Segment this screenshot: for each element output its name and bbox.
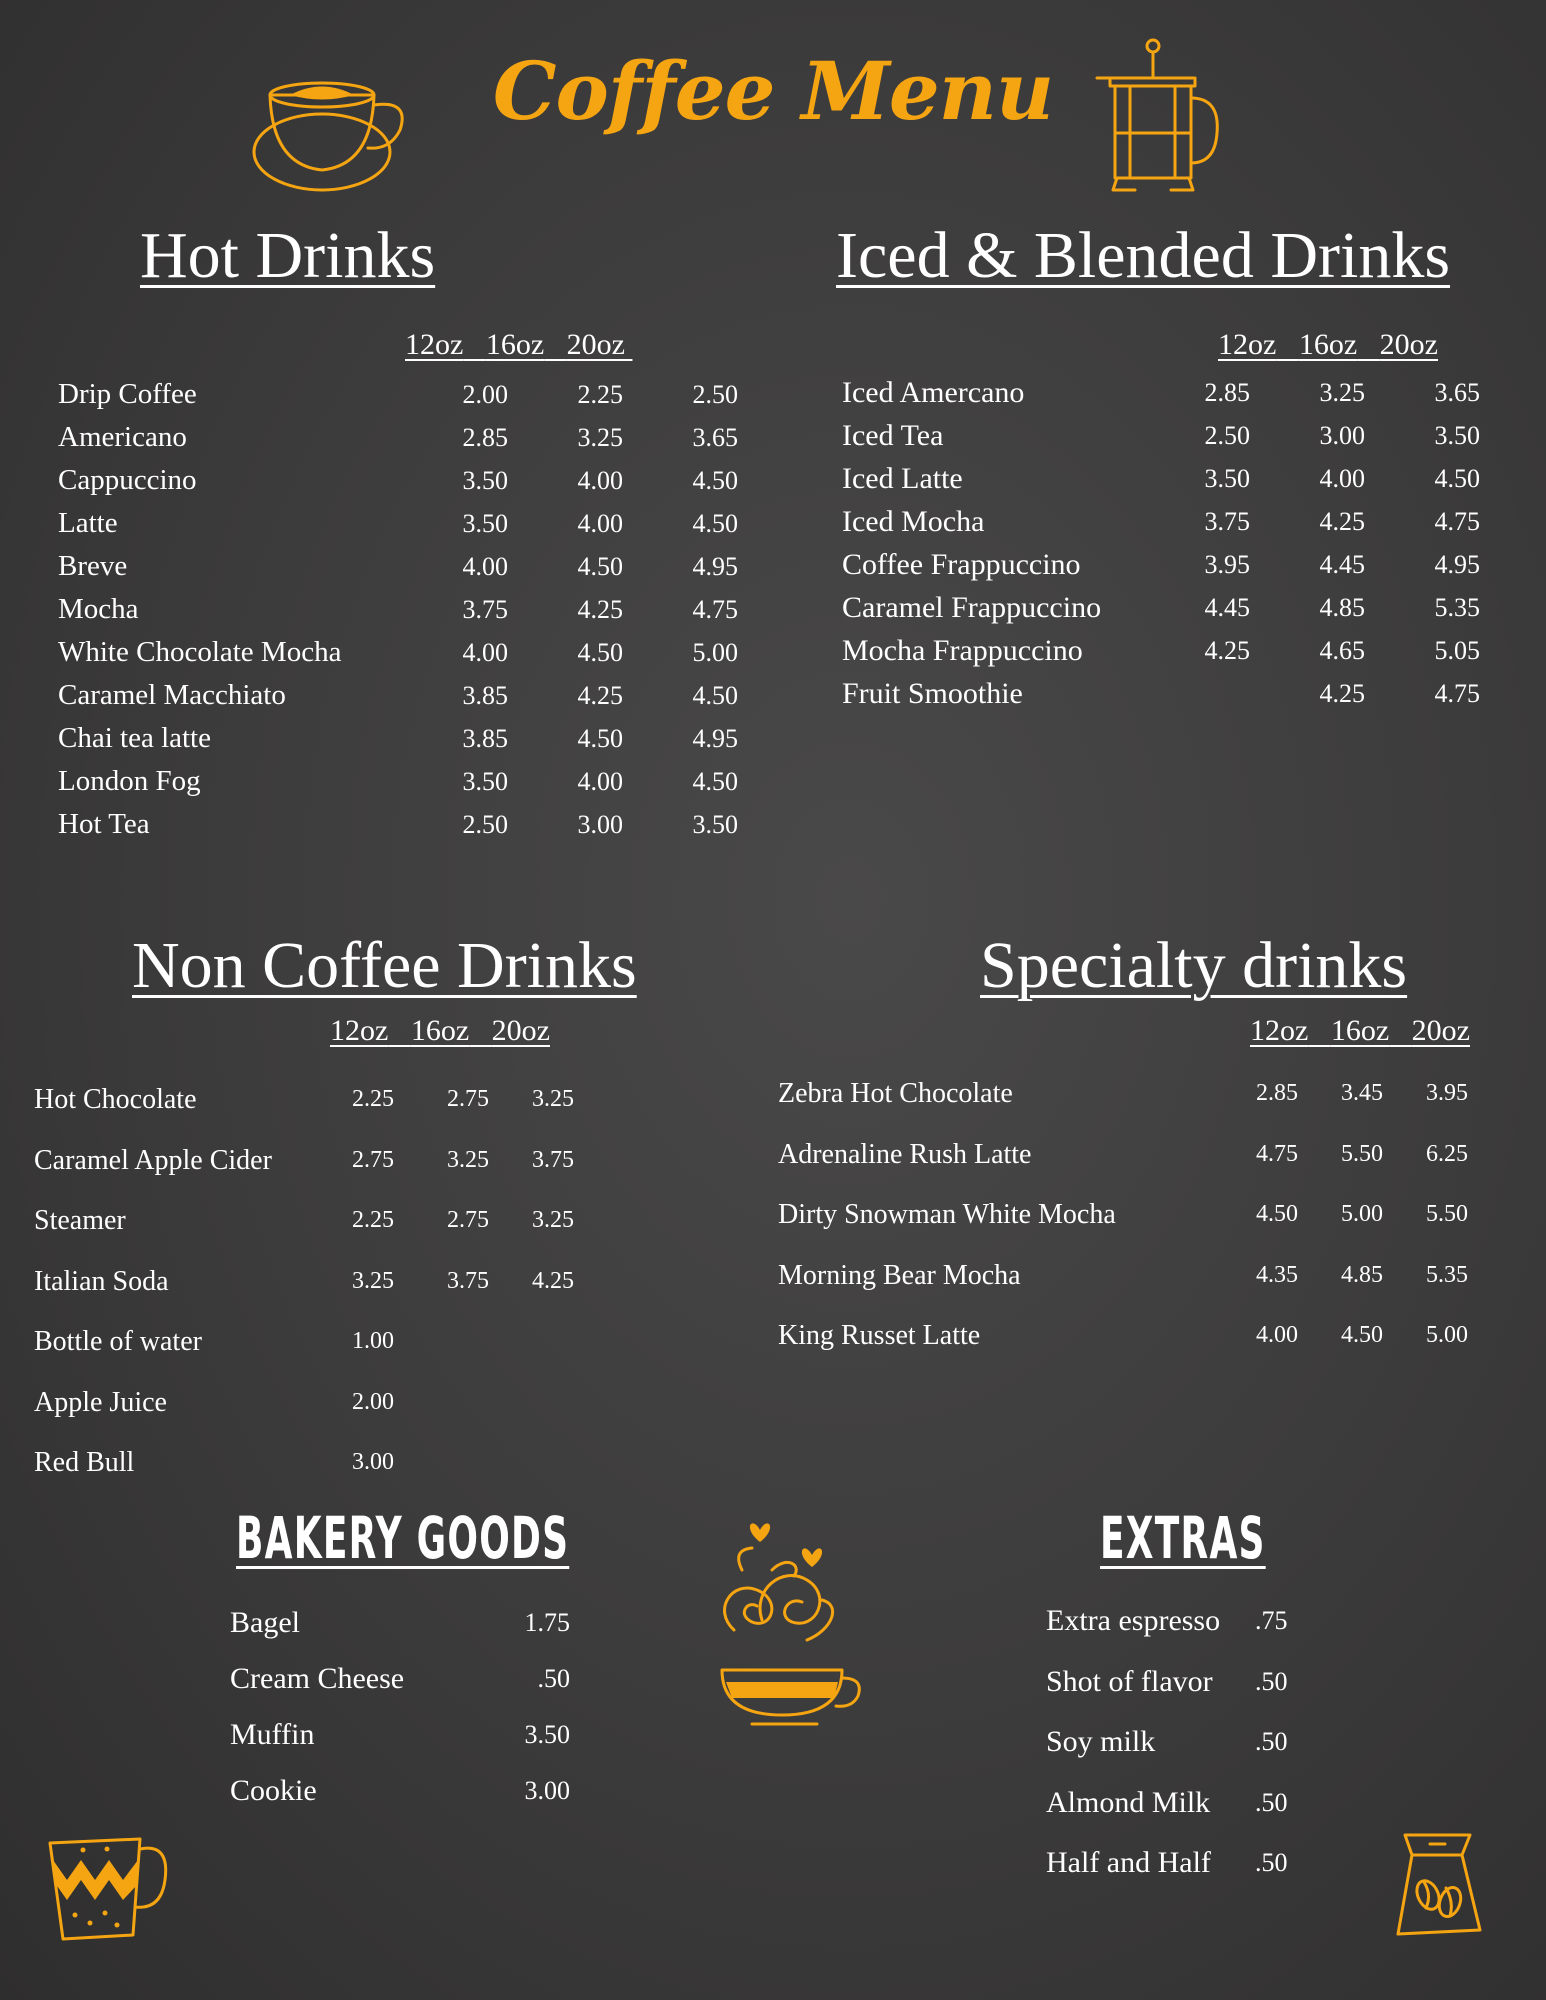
iced-drinks-list bbox=[842, 376, 1532, 716]
item-name: Cream Cheese bbox=[230, 1662, 405, 1695]
menu-row bbox=[230, 1606, 580, 1646]
menu-row bbox=[230, 1662, 580, 1702]
menu-row bbox=[58, 808, 758, 848]
item-name: Iced Latte bbox=[842, 462, 963, 495]
item-price: 5.00 bbox=[1426, 1322, 1468, 1348]
item-price: 3.00 bbox=[524, 1776, 570, 1805]
item-price: .50 bbox=[1255, 1787, 1288, 1817]
item-price: 5.50 bbox=[1341, 1140, 1383, 1167]
menu-row bbox=[1046, 1665, 1346, 1705]
menu-row bbox=[230, 1718, 580, 1758]
item-name: Hot Tea bbox=[58, 808, 150, 840]
item-price: 3.00 bbox=[352, 1449, 394, 1475]
extras-title: EXTRAS bbox=[1100, 1504, 1266, 1572]
item-price: 4.50 bbox=[1341, 1322, 1383, 1348]
item-price: 4.25 bbox=[1319, 507, 1365, 536]
item-price: 4.50 bbox=[1256, 1201, 1298, 1227]
item-name: Iced Mocha bbox=[842, 505, 985, 538]
non-coffee-sizes-header: 12oz 16oz 20oz bbox=[330, 1014, 550, 1047]
item-name: Bottle of water bbox=[34, 1326, 202, 1357]
item-name: Hot Chocolate bbox=[34, 1084, 197, 1115]
item-name: London Fog bbox=[58, 765, 201, 797]
item-price: 4.50 bbox=[577, 638, 623, 667]
menu-row bbox=[842, 677, 1532, 717]
specialty-title: Specialty drinks bbox=[980, 929, 1408, 1002]
item-price: 3.25 bbox=[447, 1146, 489, 1173]
item-name: Caramel Macchiato bbox=[58, 679, 286, 711]
item-price: 4.00 bbox=[577, 767, 623, 796]
item-name: Dirty Snowman White Mocha bbox=[778, 1199, 1116, 1230]
item-price: 3.65 bbox=[1434, 378, 1480, 407]
item-price: 4.25 bbox=[1319, 679, 1365, 708]
menu-row bbox=[778, 1139, 1518, 1179]
menu-row bbox=[778, 1260, 1518, 1300]
item-price: .75 bbox=[1255, 1606, 1288, 1635]
menu-row bbox=[778, 1078, 1518, 1118]
item-price: 3.50 bbox=[1434, 421, 1480, 450]
menu-row bbox=[778, 1320, 1518, 1360]
menu-row bbox=[1046, 1786, 1346, 1826]
item-price: 5.35 bbox=[1434, 593, 1480, 622]
item-price: 3.25 bbox=[532, 1086, 574, 1112]
item-name: Half and Half bbox=[1046, 1846, 1211, 1879]
item-price: 4.85 bbox=[1319, 593, 1365, 622]
item-price: 4.00 bbox=[577, 509, 623, 538]
item-price: 4.50 bbox=[692, 509, 738, 538]
menu-row bbox=[842, 634, 1532, 674]
item-name: Mocha bbox=[58, 593, 139, 625]
item-price: .50 bbox=[1255, 1848, 1288, 1877]
extras-list bbox=[1046, 1604, 1346, 1904]
item-price: 3.50 bbox=[462, 509, 508, 538]
item-name: Bagel bbox=[230, 1606, 300, 1639]
item-price: 3.00 bbox=[1319, 421, 1365, 450]
item-name: Shot of flavor bbox=[1046, 1664, 1213, 1698]
item-price: 3.50 bbox=[524, 1720, 570, 1749]
item-name: Mocha Frappuccino bbox=[842, 634, 1083, 667]
item-price: 5.00 bbox=[692, 638, 738, 667]
bakery-title: BAKERY GOODS bbox=[236, 1504, 570, 1572]
mug-icon bbox=[45, 1835, 170, 1945]
menu-row bbox=[34, 1084, 594, 1124]
item-price: 4.50 bbox=[577, 552, 623, 581]
menu-row bbox=[34, 1145, 594, 1185]
menu-row bbox=[58, 765, 758, 805]
menu-row bbox=[58, 679, 758, 719]
menu-row bbox=[1046, 1604, 1346, 1644]
item-price: 4.35 bbox=[1256, 1261, 1298, 1288]
item-price: .50 bbox=[1255, 1727, 1288, 1756]
item-name: Caramel Apple Cider bbox=[34, 1144, 272, 1176]
iced-drinks-title: Iced & Blended Drinks bbox=[836, 219, 1451, 292]
item-price: 3.95 bbox=[1204, 550, 1250, 579]
item-price: 4.95 bbox=[692, 724, 738, 753]
item-price: 3.45 bbox=[1341, 1080, 1383, 1106]
item-price: 4.45 bbox=[1319, 550, 1365, 579]
menu-row bbox=[58, 636, 758, 676]
item-price: 1.00 bbox=[352, 1328, 394, 1354]
item-price: 5.35 bbox=[1426, 1261, 1468, 1288]
item-price: 3.75 bbox=[1204, 507, 1250, 536]
item-price: 2.85 bbox=[1256, 1080, 1298, 1106]
item-price: 3.25 bbox=[532, 1207, 574, 1233]
menu-row bbox=[34, 1447, 594, 1487]
item-price: 4.50 bbox=[692, 681, 738, 710]
item-name: Caramel Frappuccino bbox=[842, 591, 1102, 624]
item-price: 4.75 bbox=[1256, 1140, 1298, 1167]
specialty-list bbox=[778, 1078, 1518, 1378]
item-price: 4.25 bbox=[577, 595, 623, 624]
item-name: White Chocolate Mocha bbox=[58, 636, 342, 668]
item-name: Muffin bbox=[230, 1718, 315, 1751]
item-price: 4.50 bbox=[692, 466, 738, 495]
menu-row bbox=[34, 1326, 594, 1366]
item-price: 2.85 bbox=[462, 423, 508, 452]
menu-row bbox=[58, 593, 758, 633]
menu-row bbox=[58, 421, 758, 461]
item-price: 4.25 bbox=[1204, 636, 1250, 665]
item-name: Iced Amercano bbox=[842, 376, 1025, 409]
menu-row bbox=[58, 550, 758, 590]
item-name: Breve bbox=[58, 550, 128, 582]
item-price: 5.05 bbox=[1434, 636, 1480, 665]
item-price: 3.95 bbox=[1426, 1080, 1468, 1106]
item-price: 3.65 bbox=[692, 423, 738, 452]
item-name: Americano bbox=[58, 421, 187, 453]
item-price: 4.50 bbox=[692, 767, 738, 796]
item-price: 3.75 bbox=[532, 1146, 574, 1173]
non-coffee-title: Non Coffee Drinks bbox=[132, 929, 637, 1002]
item-price: 1.75 bbox=[524, 1608, 570, 1637]
item-price: 3.50 bbox=[462, 767, 508, 796]
menu-row bbox=[1046, 1846, 1346, 1886]
menu-row bbox=[1046, 1725, 1346, 1765]
item-price: 5.50 bbox=[1426, 1201, 1468, 1227]
item-price: 4.95 bbox=[692, 552, 738, 581]
item-name: Italian Soda bbox=[34, 1265, 169, 1297]
item-price: 6.25 bbox=[1426, 1140, 1468, 1167]
menu-row bbox=[34, 1205, 594, 1245]
item-price: 2.75 bbox=[447, 1086, 489, 1112]
bakery-list bbox=[230, 1606, 580, 1836]
item-price: .50 bbox=[1255, 1666, 1288, 1696]
item-price: 2.50 bbox=[462, 810, 508, 839]
item-price: 4.50 bbox=[577, 724, 623, 753]
page-title: Coffee Menu bbox=[492, 44, 1054, 138]
hot-sizes-header: 12oz 16oz 20oz bbox=[405, 328, 625, 361]
item-price: 4.00 bbox=[462, 638, 508, 667]
item-price: 4.95 bbox=[1434, 550, 1480, 579]
item-price: 4.85 bbox=[1341, 1261, 1383, 1288]
menu-row bbox=[58, 507, 758, 547]
menu-row bbox=[778, 1199, 1518, 1239]
menu-row bbox=[58, 722, 758, 762]
hot-drinks-list bbox=[58, 378, 758, 848]
item-name: Cookie bbox=[230, 1774, 317, 1807]
item-price: 4.45 bbox=[1204, 593, 1250, 622]
menu-row bbox=[58, 464, 758, 504]
non-coffee-list bbox=[34, 1084, 594, 1484]
item-price: 2.25 bbox=[352, 1207, 394, 1233]
item-name: Fruit Smoothie bbox=[842, 677, 1023, 710]
item-price: 2.85 bbox=[1204, 378, 1250, 407]
item-name: Chai tea latte bbox=[58, 722, 211, 754]
item-price: 4.00 bbox=[1319, 464, 1365, 493]
item-price: 3.50 bbox=[462, 466, 508, 495]
item-price: 3.85 bbox=[462, 681, 508, 710]
coffee-cup-icon bbox=[250, 70, 410, 200]
item-price: 2.75 bbox=[447, 1207, 489, 1233]
hot-drinks-title: Hot Drinks bbox=[140, 219, 436, 292]
item-price: 3.25 bbox=[577, 423, 623, 452]
french-press-icon bbox=[1095, 38, 1225, 198]
menu-row bbox=[58, 378, 758, 418]
item-name: Red Bull bbox=[34, 1447, 135, 1478]
item-price: 2.00 bbox=[462, 380, 508, 409]
item-price: 3.50 bbox=[692, 810, 738, 839]
item-price: .50 bbox=[537, 1664, 570, 1693]
menu-row bbox=[34, 1387, 594, 1427]
menu-row bbox=[842, 376, 1532, 416]
item-price: 4.25 bbox=[532, 1267, 574, 1294]
item-name: Adrenaline Rush Latte bbox=[778, 1138, 1032, 1170]
menu-row bbox=[842, 548, 1532, 588]
menu-row bbox=[34, 1266, 594, 1306]
coffee-bag-icon bbox=[1390, 1830, 1490, 1940]
item-name: Latte bbox=[58, 507, 118, 539]
menu-row bbox=[842, 505, 1532, 545]
menu-row bbox=[842, 591, 1532, 631]
item-name: Zebra Hot Chocolate bbox=[778, 1078, 1013, 1109]
item-price: 2.25 bbox=[352, 1086, 394, 1112]
item-price: 4.00 bbox=[1256, 1322, 1298, 1348]
item-price: 3.75 bbox=[462, 595, 508, 624]
item-name: Steamer bbox=[34, 1205, 126, 1236]
item-price: 3.25 bbox=[1319, 378, 1365, 407]
item-price: 3.50 bbox=[1204, 464, 1250, 493]
item-price: 2.25 bbox=[577, 380, 623, 409]
specialty-sizes-header: 12oz 16oz 20oz bbox=[1250, 1014, 1470, 1047]
item-price: 4.50 bbox=[1434, 464, 1480, 493]
item-price: 2.50 bbox=[1204, 421, 1250, 450]
item-name: Drip Coffee bbox=[58, 378, 197, 410]
item-price: 4.75 bbox=[692, 595, 738, 624]
item-price: 4.75 bbox=[1434, 507, 1480, 536]
menu-row bbox=[842, 419, 1532, 459]
menu-row bbox=[842, 462, 1532, 502]
item-price: 2.50 bbox=[692, 380, 738, 409]
item-price: 4.65 bbox=[1319, 636, 1365, 665]
item-name: Almond Milk bbox=[1046, 1785, 1211, 1819]
item-name: Cappuccino bbox=[58, 464, 197, 496]
menu-row bbox=[230, 1774, 580, 1814]
item-price: 3.75 bbox=[447, 1267, 489, 1294]
item-price: 3.85 bbox=[462, 724, 508, 753]
item-name: Morning Bear Mocha bbox=[778, 1259, 1021, 1291]
item-name: Apple Juice bbox=[34, 1386, 167, 1418]
item-price: 4.25 bbox=[577, 681, 623, 710]
item-name: Coffee Frappuccino bbox=[842, 548, 1081, 581]
item-price: 4.00 bbox=[577, 466, 623, 495]
item-price: 4.75 bbox=[1434, 679, 1480, 708]
item-name: Extra espresso bbox=[1046, 1604, 1221, 1637]
item-name: King Russet Latte bbox=[778, 1320, 981, 1351]
iced-sizes-header: 12oz 16oz 20oz bbox=[1218, 328, 1438, 361]
item-price: 4.00 bbox=[462, 552, 508, 581]
steaming-cup-icon bbox=[712, 1510, 862, 1730]
item-price: 3.00 bbox=[577, 810, 623, 839]
item-price: 2.75 bbox=[352, 1146, 394, 1173]
item-name: Soy milk bbox=[1046, 1725, 1156, 1758]
item-price: 5.00 bbox=[1341, 1201, 1383, 1227]
item-price: 2.00 bbox=[352, 1388, 394, 1415]
item-name: Iced Tea bbox=[842, 419, 944, 452]
item-price: 3.25 bbox=[352, 1267, 394, 1294]
